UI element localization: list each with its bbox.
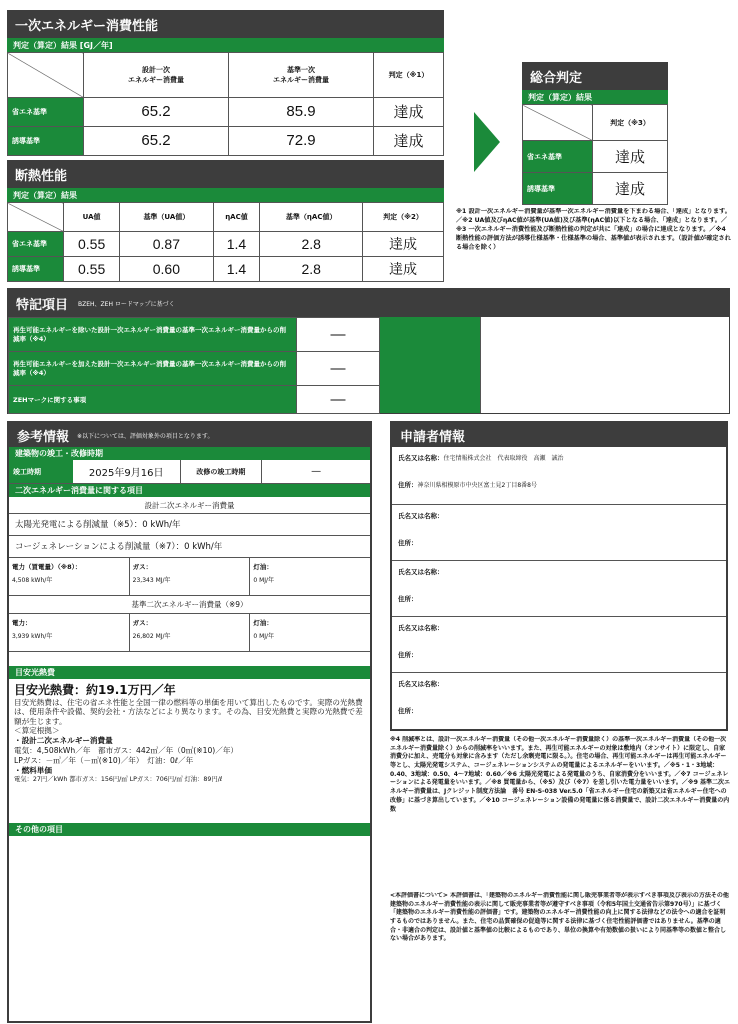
table-row	[8, 257, 444, 282]
address-label: 住所：	[398, 651, 418, 659]
reference-subtitle: ※以下については、評価対象外の項目となります。	[77, 432, 214, 440]
row-label: 再生可能エネルギーを加えた設計一次エネルギー消費量の基準一次エネルギー消費量からの削減率（※4）	[9, 352, 297, 386]
energy-table	[7, 52, 444, 156]
eta-value: 1.4	[213, 232, 260, 257]
basis-lp-kerosene: LPガス：－㎥／年（－㎥(※10)／年） 灯油：0ℓ／年	[14, 756, 194, 766]
diag-cell	[523, 105, 593, 141]
row-label: 誘導基準	[8, 257, 64, 282]
footnote-reduction: ※4 削減率とは、設計一次エネルギー消費量（その他一次エネルギー消費量除く）の基準一次エネルギー消費量（その他一次エネルギー消費量除く）からの削減率をいいます。また、再生可能エネルギーの対象は敷地内（オンサイト）に限定し、自家消費分に加え、売電分も対象に含みます（ただし余剰売電に限る。）。住宅の場合、再生可能エネルギーは再生可能エネルギー等とし、太陽光発電システム、コージェネレーションシステムの発電量によるエネルギーをいいます。／※5・1・3地域：0.40、3地域：0.50、4～7地域：0.60／※6 太陽光発電による発電量のうち、自家消費分をいいます。／※7 コージェネレーションによる発電量をいいます。／※8 買電量から、（※5）及び（※7）を差し引いた電力量をいいます。／※9 基準二次エネルギー消費量は、Jクレジット制度方法論 番号 EN-S-038 Ver.5.0「省エネルギー住宅の新築又は省エネルギー住宅への改修」に基づき算出しています。／※10 コージェネレーション設備の発電量に係る消費量で、設計二次エネルギー消費量の内数	[390, 736, 730, 813]
cost-title: 目安光熱費：約19.1万円／年	[14, 683, 176, 697]
cogen-reduction: コージェネレーションによる削減量（※7）：0 kWh/年	[9, 536, 370, 558]
table-row	[9, 352, 380, 386]
other-header: その他の項目	[9, 823, 370, 836]
row-label: 誘導基準	[523, 173, 593, 205]
name-value: 住宅情報株式会社 代表取締役 高瀬 誠治	[443, 455, 564, 462]
table-row	[9, 318, 380, 352]
insulation-section	[7, 160, 444, 282]
result-value: 達成	[374, 97, 444, 126]
completion-label: 竣工時期	[9, 460, 73, 483]
cost-header: 目安光熱費	[9, 666, 370, 679]
name-label: 氏名又は名称：	[398, 680, 444, 688]
name-label: 氏名又は名称：	[398, 624, 444, 632]
ua-std-value: 0.60	[120, 257, 213, 282]
design-kerosene-label: 灯油：	[253, 563, 273, 571]
design-value: 65.2	[84, 126, 229, 155]
special-subtitle: BZEH、ZEH ロードマップに基づく	[78, 300, 175, 308]
result-value: 達成	[374, 126, 444, 155]
basis-unit-prices: 電気：27円／kWh 都市ガス：156円/㎥ LPガス：706円/㎥ 灯油：89円/ℓ	[14, 775, 223, 783]
name-label: 氏名又は名称：	[398, 512, 444, 520]
special-section	[7, 288, 730, 414]
table-row	[8, 232, 444, 257]
cost-body: 目安光熱費は、住宅の省エネ性能と全国一律の燃料等の単価を用いて算出したものです。実際の光熱費は、使用条件や設備、契約会社・方法などにより異なります。その為、目安光熱費と実際の光熱費で差額が生じます。	[14, 698, 363, 726]
applicant-entry	[392, 617, 726, 673]
special-blank-area	[480, 317, 729, 413]
standard-electricity-label: 電力：	[12, 619, 32, 627]
address-label: 住所：	[398, 707, 418, 715]
standard-electricity	[9, 614, 130, 651]
design-kerosene	[250, 558, 370, 595]
col-standard: 基準一次 エネルギー消費量	[229, 53, 374, 98]
col-judge: 判定（※2）	[363, 203, 444, 232]
result-value: 達成	[363, 232, 444, 257]
name-label: 氏名又は名称：	[398, 454, 444, 462]
basis-unit-price-label: ・燃料単価	[14, 765, 52, 775]
design-electricity-label: 電力（買電量）（※8）：	[12, 563, 82, 571]
ua-value: 0.55	[64, 257, 120, 282]
row-label: 省エネ基準	[8, 232, 64, 257]
result-value: 達成	[593, 141, 668, 173]
eta-std-value: 2.8	[260, 232, 363, 257]
design-header: 設計二次エネルギー消費量	[9, 497, 370, 514]
applicant-entry	[392, 505, 726, 561]
footnote-about: <本評価書について> 本評価書は、「建築物のエネルギー消費性能に関し販売事業者等が表示すべき事項及び表示の方法その他建築物のエネルギー消費性能の表示に関して販売事業者等が遵守すべき事項（令和5年国土交通省告示第970号）」に基づく「建築物のエネルギー消費性能の評価書」です。建築物のエネルギー消費性能の向上に関する法律などの法令への適合を証明するものではありません。また、住宅の品質確保の促進等に関する法律に基づく住宅性能評価書ではありません。基準の適合・非適合の判定は、設計値と基準値の比較によるものであり、単位の換算や有効数値の扱いにより同基準等の数値と整合しない場合があります。	[390, 892, 729, 943]
standard-value: 72.9	[229, 126, 374, 155]
address-label: 住所：	[398, 539, 418, 547]
table-row	[9, 386, 380, 414]
eta-value: 1.4	[213, 257, 260, 282]
design-gas	[130, 558, 251, 595]
result-value: 達成	[593, 173, 668, 205]
overall-subtitle: 判定（算定）結果	[522, 90, 668, 104]
energy-section	[7, 10, 444, 156]
diag-cell	[8, 53, 84, 98]
energy-subtitle: 判定（算定）結果 [GJ／年]	[7, 38, 444, 52]
design-electricity-value: 4,508 kWh/年	[12, 577, 53, 584]
address-label: 住所：	[398, 481, 418, 489]
col-ua-std: 基準（UA値）	[120, 203, 213, 232]
design-gas-label: ガス：	[132, 563, 153, 571]
applicant-entry	[392, 447, 726, 505]
solar-reduction: 太陽光発電による削減量（※5）：0 kWh/年	[9, 514, 370, 536]
standard-gas-label: ガス：	[132, 619, 153, 627]
design-kerosene-value: 0 MJ/年	[253, 577, 275, 584]
standard-gas	[130, 614, 251, 651]
row-label: 省エネ基準	[8, 97, 84, 126]
overall-title: 総合判定	[522, 62, 668, 90]
design-gas-value: 23,343 MJ/年	[132, 577, 171, 584]
special-table	[8, 317, 380, 414]
overall-section	[522, 62, 668, 204]
completion-value: 2025年9月16日	[73, 460, 181, 483]
completion-header: 建築物の竣工・改修時期	[9, 447, 370, 460]
energy-title: 一次エネルギー消費性能	[7, 10, 444, 38]
row-label: 再生可能エネルギーを除いた設計一次エネルギー消費量の基準一次エネルギー消費量からの削減率（※4）	[9, 318, 297, 352]
row-label: 省エネ基準	[523, 141, 593, 173]
basis-design: ・設計二次エネルギー消費量	[14, 736, 113, 746]
standard-kerosene-value: 0 MJ/年	[253, 633, 275, 640]
row-value: —	[297, 352, 380, 386]
special-green-block	[380, 317, 480, 413]
ua-std-value: 0.87	[120, 232, 213, 257]
row-label: ZEHマークに関する事項	[9, 386, 297, 414]
standard-gas-value: 26,802 MJ/年	[132, 633, 171, 640]
design-electricity	[9, 558, 130, 595]
applicant-entry	[392, 673, 726, 727]
insulation-table	[7, 202, 444, 282]
standard-kerosene-label: 灯油：	[253, 619, 273, 627]
table-row	[523, 141, 668, 173]
col-eta-std: 基準（ηAC値）	[260, 203, 363, 232]
address-label: 住所：	[398, 595, 418, 603]
result-value: 達成	[363, 257, 444, 282]
cost-block	[9, 679, 370, 809]
table-row	[8, 126, 444, 155]
special-title: 特記項目	[16, 297, 69, 313]
diag-cell	[8, 203, 64, 232]
eta-std-value: 2.8	[260, 257, 363, 282]
col-judge: 判定（※3）	[593, 105, 668, 141]
row-value: —	[297, 318, 380, 352]
name-label: 氏名又は名称：	[398, 568, 444, 576]
overall-note: ※1 設計一次エネルギー消費量が基準一次エネルギー消費量を下まわる場合、「達成」となります。／※2 UA値及びηAC値が基準(UA値)及び基準(ηAC値)以下となる場合、「達成」となります。／※3 一次エネルギー消費性能及び断熱性能の判定が共に「達成」の場合に達成となります。／※4 断熱性能の評価方法が誘導仕様基準・仕様基準の場合、基準値が表示されます。（設計値が確定される場合を除く）	[456, 208, 731, 251]
renovation-label: 改修の竣工時期	[181, 460, 263, 483]
standard-header: 基準二次エネルギー消費量（※9）	[9, 596, 370, 614]
insulation-subtitle: 判定（算定）結果	[7, 188, 444, 202]
design-value: 65.2	[84, 97, 229, 126]
arrow-right-icon	[474, 112, 500, 172]
col-design: 設計一次 エネルギー消費量	[84, 53, 229, 98]
applicant-entry	[392, 561, 726, 617]
basis-label: ＜算定根拠＞	[14, 726, 60, 736]
row-value: —	[297, 386, 380, 414]
applicant-section	[390, 421, 728, 731]
standard-electricity-value: 3,939 kWh/年	[12, 633, 53, 640]
row-label: 誘導基準	[8, 126, 84, 155]
standard-kerosene	[250, 614, 370, 651]
standard-value: 85.9	[229, 97, 374, 126]
ua-value: 0.55	[64, 232, 120, 257]
renovation-value: —	[311, 466, 322, 477]
address-value: 神奈川県相模原市中央区富士見2丁目8番8号	[417, 482, 537, 489]
reference-title: 参考情報	[17, 429, 70, 445]
insulation-title: 断熱性能	[7, 160, 444, 188]
reference-section	[7, 421, 372, 1023]
col-judge: 判定（※1）	[374, 53, 444, 98]
col-eta: ηAC値	[213, 203, 260, 232]
applicant-title: 申請者情報	[392, 423, 726, 447]
basis-electric-gas: 電気：4,508kWh／年 都市ガス：442㎥／年（0㎥(※10)／年）	[14, 746, 239, 756]
overall-table	[522, 104, 668, 205]
table-row	[523, 173, 668, 205]
col-ua: UA値	[64, 203, 120, 232]
table-row	[8, 97, 444, 126]
secondary-header: 二次エネルギー消費量に関する項目	[9, 484, 370, 497]
